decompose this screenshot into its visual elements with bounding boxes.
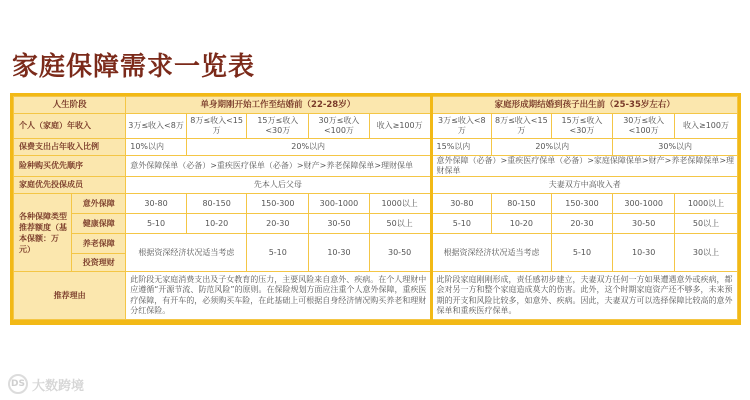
cell: 10-20 [186, 214, 247, 234]
cell: 根据资深经济状况适当考虑 [126, 234, 247, 272]
cell: 30以上 [675, 234, 738, 272]
insured-label: 家庭优先投保成员 [14, 177, 126, 194]
cell: 20-30 [551, 214, 613, 234]
page-title: 家庭保障需求一览表 [12, 52, 256, 82]
priority-label: 险种购买优先顺序 [14, 156, 126, 177]
table-row [14, 194, 738, 214]
reason-label: 推荐理由 [14, 272, 126, 320]
cell: 10%以内 [126, 139, 187, 156]
cell: 15万≤收入<30万 [551, 114, 613, 139]
cell: 30万≤收入<100万 [613, 114, 675, 139]
cell: 收入≥100万 [369, 114, 431, 139]
cell: 30万≤收入<100万 [309, 114, 370, 139]
cell: 15万≤收入<30万 [247, 114, 309, 139]
watermark-text: 大数跨境 [32, 378, 85, 394]
coverage-type: 意外保障 [72, 194, 126, 214]
table-row [14, 177, 738, 194]
cell: 150-300 [247, 194, 309, 214]
income-label: 个人（家庭）年收入 [14, 114, 126, 139]
cell: 50以上 [675, 214, 738, 234]
cell: 300-1000 [309, 194, 370, 214]
cell: 5-10 [247, 234, 309, 272]
cell: 根据资深经济状况适当考虑 [431, 234, 551, 272]
cell: 10-30 [309, 234, 370, 272]
cell: 夫妻双方中高收入者 [431, 177, 737, 194]
cell: 5-10 [551, 234, 613, 272]
stage-single: 单身期刚开始工作至结婚前（22-28岁） [126, 97, 431, 114]
premium-ratio-label: 保费支出占年收入比例 [14, 139, 126, 156]
watermark-logo-icon: DS [8, 374, 28, 394]
table-row [14, 234, 738, 254]
table-row [14, 114, 738, 139]
cell: 8万≤收入<15万 [186, 114, 247, 139]
cell: 5-10 [431, 214, 492, 234]
cell: 8万≤收入<15万 [492, 114, 551, 139]
cell: 150-300 [551, 194, 613, 214]
cell: 30%以内 [613, 139, 738, 156]
cell: 1000以上 [369, 194, 431, 214]
coverage-type: 投资理财 [72, 254, 126, 272]
cell: 30-50 [613, 214, 675, 234]
cell: 20-30 [247, 214, 309, 234]
reason-single: 此阶段无家庭消费支出及子女教育的压力，主要风险来自意外、疾病。在个人理财中应遵循“开源节流、防范风险”的原则。在保险规划方面应注重个人意外保障，重疾医疗保障，有开车的，必须购买车险，在此基础上可根据自身经济情况购买养老和理财分红保险。 [126, 272, 431, 320]
cell: 20%以内 [492, 139, 613, 156]
reason-family: 此阶段家庭刚刚形成，责任感初步建立，夫妻双方任何一方如果遭遇意外或疾病，都会对另一方和整个家庭造成莫大的伤害。此外，这个时期家庭资产还不够多，未来预期的开支和风险比较多，如意外、疾病。因此，夫妻双方可以选择保障比较高的意外保单和重疾医疗保单。 [431, 272, 737, 320]
cell: 30-80 [126, 194, 187, 214]
cell: 30-80 [431, 194, 492, 214]
coverage-type: 养老保障 [72, 234, 126, 254]
stage-label: 人生阶段 [14, 97, 126, 114]
table-row [14, 272, 738, 320]
coverage-type: 健康保障 [72, 214, 126, 234]
stage-family: 家庭形成期结婚到孩子出生前（25-35岁左右） [431, 97, 737, 114]
table-row [14, 156, 738, 177]
cell: 20%以内 [186, 139, 431, 156]
cell: 50以上 [369, 214, 431, 234]
table-row [14, 214, 738, 234]
cell: 10-30 [613, 234, 675, 272]
cell: 意外保障（必备）>重疾医疗保单（必备）>家庭保障保单>财产>养老保障保单>理财保单 [431, 156, 737, 177]
cell: 3万≤收入<8万 [126, 114, 187, 139]
cell: 意外保障保单（必备）>重疾医疗保单（必备）>财产>养老保障保单>理财保单 [126, 156, 431, 177]
cell: 收入≥100万 [675, 114, 738, 139]
cell: 15%以内 [431, 139, 492, 156]
cell: 1000以上 [675, 194, 738, 214]
cell: 300-1000 [613, 194, 675, 214]
cell: 80-150 [186, 194, 247, 214]
table-row [14, 139, 738, 156]
coverage-group-label: 各种保障类型推荐额度（基本保额：万元） [14, 194, 72, 272]
watermark [8, 374, 84, 394]
cell: 5-10 [126, 214, 187, 234]
cell: 80-150 [492, 194, 551, 214]
cell: 3万≤收入<8万 [431, 114, 492, 139]
coverage-table [13, 96, 738, 320]
cell: 先本人后父母 [126, 177, 431, 194]
table-row [14, 97, 738, 114]
cell: 30-50 [369, 234, 431, 272]
cell: 30-50 [309, 214, 370, 234]
cell: 10-20 [492, 214, 551, 234]
